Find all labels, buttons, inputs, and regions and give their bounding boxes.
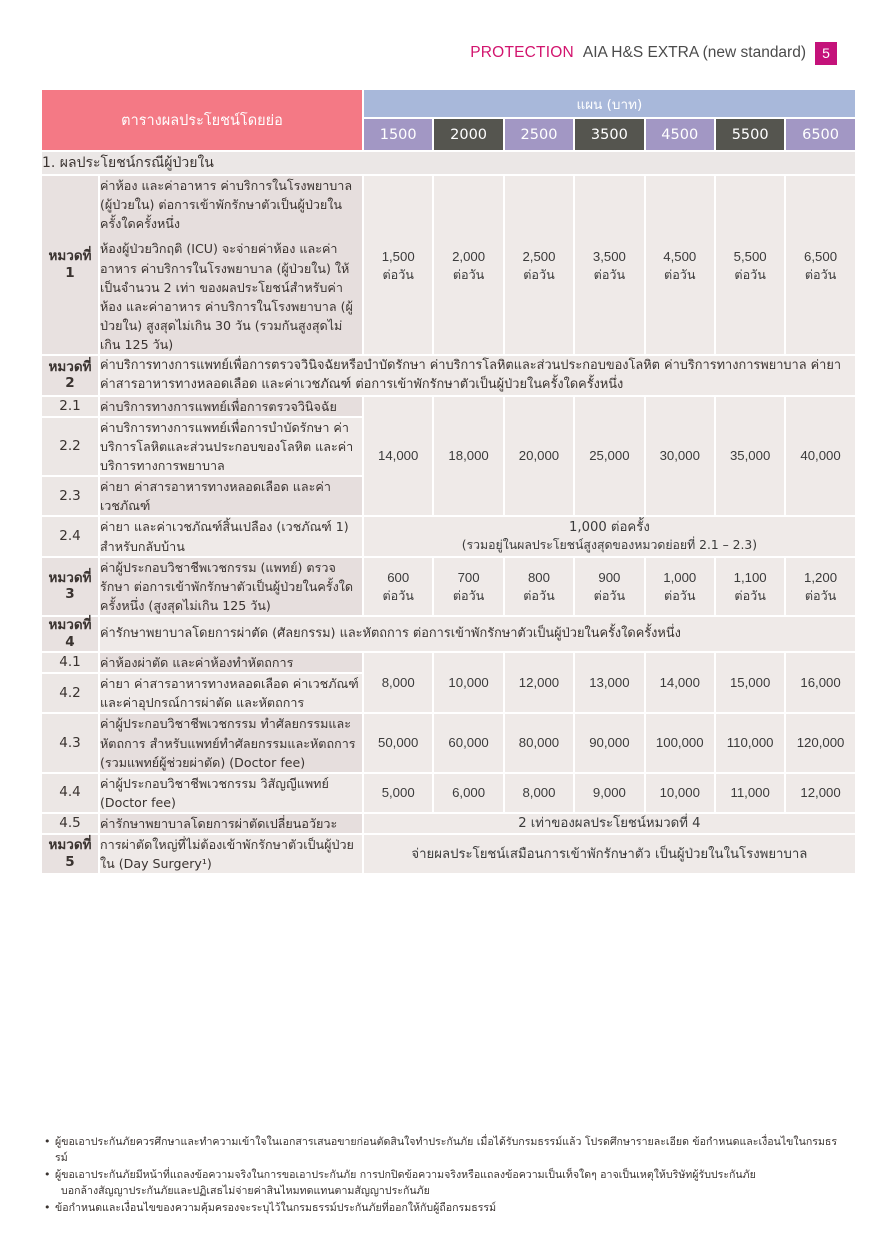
value-unit: ต่อวัน	[452, 266, 485, 282]
bullet-icon: •	[44, 1168, 51, 1182]
row-code-4-3: 4.3	[42, 714, 98, 771]
page-number-badge: 5	[815, 42, 837, 65]
table-cell-value	[364, 558, 432, 615]
plan-column-1500: 1500	[364, 119, 432, 150]
table-title: ตารางผลประโยชน์โดยย่อ	[42, 90, 362, 150]
footnote-line-2: บอกล้างสัญญาประกันภัยและปฏิเสธไม่จ่ายค่าสินไหมทดแทนตามสัญญาประกันภัย	[61, 1185, 430, 1198]
table-cell-value: 100,000	[646, 714, 714, 771]
table-row-4-1	[42, 653, 855, 672]
product-name: AIA H&S EXTRA (new standard)	[582, 44, 806, 61]
row-code-label: หมวดที่	[48, 837, 92, 854]
row-code-4-4: 4.4	[42, 774, 98, 812]
protection-label: PROTECTION	[470, 44, 574, 61]
row-code-4-2: 4.2	[42, 674, 98, 712]
table-cell-value-span: 2 เท่าของผลประโยชน์หมวดที่ 4	[364, 814, 855, 833]
document-header	[470, 40, 837, 66]
table-cell-value: 12,000	[505, 653, 573, 712]
table-cell-value-span	[364, 517, 855, 555]
row-code-cat3	[42, 558, 98, 615]
value-unit: ต่อวัน	[804, 266, 837, 282]
row-code-2-2: 2.2	[42, 418, 98, 475]
table-cell-value: 110,000	[716, 714, 784, 771]
table-row-cat4	[42, 617, 855, 651]
table-cell-value: 14,000	[646, 653, 714, 712]
row-code-number: 5	[65, 854, 75, 871]
table-cell-value: 5,000	[364, 774, 432, 812]
table-cell-value: 50,000	[364, 714, 432, 771]
value-amount: 1,100	[733, 570, 767, 586]
row-code-number: 4	[65, 634, 75, 651]
value-amount: 2,500	[522, 248, 556, 264]
row-desc-paragraph-1: ค่าห้อง และค่าอาหาร ค่าบริการในโรงพยาบาล (ผู้ป่วยใน) ต่อการเข้าพักรักษาตัวเป็นผู้ป่วยในครั้งใดครั้งหนึ่ง	[100, 178, 353, 232]
value-amount: 600	[387, 570, 410, 586]
plans-header: แผน (บาท)	[364, 90, 855, 117]
value-amount: 800	[527, 570, 550, 586]
section-heading-inpatient: 1. ผลประโยชน์กรณีผู้ป่วยใน	[42, 152, 855, 174]
table-cell-value: 9,000	[575, 774, 643, 812]
row-code-number: 3	[65, 586, 75, 603]
row-desc-cat2: ค่าบริการทางการแพทย์เพื่อการตรวจวินิจฉัยหรือบำบัดรักษา ค่าบริการโลหิตและส่วนประกอบของโลหิต ค่าบริการทางการพยาบาล ค่ายา ค่าสารอาหารทางหลอดเลือด และค่าเวชภัณฑ์ ต่อการเข้าพักรักษาตัวเป็นผู้ป่วยในครั้งใดครั้งหนึ่ง	[100, 356, 855, 394]
table-cell-value: 10,000	[434, 653, 502, 712]
footnote-line: ผู้ขอเอาประกันภัยควรศึกษาและทำความเข้าใจในเอกสารเสนอขายก่อนตัดสินใจทำประกันภัย เมื่อได้รับกรมธรรม์แล้ว โปรดศึกษารายละเอียด ข้อกำหนดและเงื่อนไขในกรมธรรม์	[55, 1136, 838, 1165]
table-cell-value	[364, 176, 432, 354]
footnote-item	[44, 1167, 844, 1199]
row-desc-cat4: ค่ารักษาพยาบาลโดยการผ่าตัด (ศัลยกรรม) และหัตถการ ต่อการเข้าพักรักษาตัวเป็นผู้ป่วยในครั้งใดครั้งหนึ่ง	[100, 617, 855, 651]
table-row-2-4	[42, 517, 855, 555]
value-unit: ต่อวัน	[734, 587, 766, 603]
plan-column-3500: 3500	[575, 119, 643, 150]
value-unit: ต่อวัน	[804, 587, 837, 603]
value-unit: ต่อวัน	[664, 587, 696, 603]
footnote-line: ข้อกำหนดและเงื่อนไขของความคุ้มครองจะระบุไว้ในกรมธรรม์ประกันภัยที่ออกให้กับผู้ถือกรมธรรม์	[55, 1202, 497, 1215]
row-desc-4-5: ค่ารักษาพยาบาลโดยการผ่าตัดเปลี่ยนอวัยวะ	[100, 814, 362, 833]
table-cell-value: 25,000	[575, 397, 643, 516]
table-cell-value	[505, 558, 573, 615]
row-desc-cat1	[100, 176, 362, 354]
plan-column-6500: 6500	[786, 119, 854, 150]
table-cell-value	[575, 558, 643, 615]
plan-column-4500: 4500	[646, 119, 714, 150]
row-code-4-5: 4.5	[42, 814, 98, 833]
table-cell-value	[434, 558, 502, 615]
value-amount: 900	[598, 570, 621, 586]
table-cell-value: 30,000	[646, 397, 714, 516]
row-desc-cat3: ค่าผู้ประกอบวิชาชีพเวชกรรม (แพทย์) ตรวจรักษา ต่อการเข้าพักรักษาตัวเป็นผู้ป่วยในครั้งใดครั้งหนึ่ง (สูงสุดไม่เกิน 125 วัน)	[100, 558, 362, 615]
row-desc-paragraph-2: ห้องผู้ป่วยวิกฤติ (ICU) จะจ่ายค่าห้อง และค่าอาหาร ค่าบริการในโรงพยาบาล (ผู้ป่วยใน) ให้เป็นจำนวน 2 เท่า ของผลประโยชน์สำหรับค่าห้อง และค่าอาหาร ค่าบริการในโรงพยาบาล (ผู้ป่วยใน) สูงสุดไม่เกิน 30 วัน (รวมกันสูงสุดไม่เกิน 125 วัน)	[100, 241, 353, 353]
table-cell-value: 60,000	[434, 714, 502, 771]
footnote-text	[55, 1200, 844, 1216]
value-unit: ต่อวัน	[593, 266, 626, 282]
value-unit: ต่อวัน	[593, 587, 626, 603]
row-desc-2-2: ค่าบริการทางการแพทย์เพื่อการบำบัดรักษา ค่าบริการโลหิตและส่วนประกอบของโลหิต และค่าบริการทางการพยาบาล	[100, 418, 362, 475]
table-cell-value: 90,000	[575, 714, 643, 771]
table-cell-value: 10,000	[646, 774, 714, 812]
footnote-line: ผู้ขอเอาประกันภัยมีหน้าที่แถลงข้อความจริงในการขอเอาประกันภัย การปกปิดข้อความจริงหรือแถลงข้อความเป็นเท็จใดๆ อาจเป็นเหตุให้บริษัทผู้รับประกันภัย	[55, 1169, 756, 1182]
table-cell-value	[646, 176, 714, 354]
row-code-label: หมวดที่	[48, 569, 92, 586]
row-code-cat5	[42, 835, 98, 873]
row-desc-2-3: ค่ายา ค่าสารอาหารทางหลอดเลือด และค่าเวชภัณฑ์	[100, 477, 362, 515]
table-cell-value: 8,000	[364, 653, 432, 712]
section-1-heading-row	[42, 152, 855, 174]
table-cell-value: 80,000	[505, 714, 573, 771]
bullet-icon: •	[44, 1135, 51, 1148]
row-code-cat2	[42, 356, 98, 394]
row-desc-4-4: ค่าผู้ประกอบวิชาชีพเวชกรรม วิสัญญีแพทย์ (Doctor fee)	[100, 774, 362, 812]
value-unit: ต่อวัน	[664, 266, 696, 282]
table-cell-value	[646, 558, 714, 615]
table-cell-value	[716, 558, 784, 615]
table-cell-value: 40,000	[786, 397, 854, 516]
row-code-label: หมวดที่	[48, 617, 92, 634]
row-desc-4-1: ค่าห้องผ่าตัด และค่าห้องทำหัตถการ	[100, 653, 362, 672]
row-desc-4-2: ค่ายา ค่าสารอาหารทางหลอดเลือด ค่าเวชภัณฑ์ และค่าอุปกรณ์การผ่าตัด และหัตถการ	[100, 674, 362, 712]
table-cell-value: 11,000	[716, 774, 784, 812]
table-cell-value: 35,000	[716, 397, 784, 516]
table-cell-value	[505, 176, 573, 354]
table-cell-value: 13,000	[575, 653, 643, 712]
value-note: (รวมอยู่ในผลประโยชน์สูงสุดของหมวดย่อยที่ 2.1 – 2.3)	[461, 538, 758, 553]
value-amount: 6,500	[804, 248, 838, 264]
value-amount: 1,200	[804, 570, 838, 586]
value-amount: 3,500	[592, 248, 626, 264]
table-cell-value	[434, 176, 502, 354]
table-cell-value	[575, 176, 643, 354]
table-cell-value: 12,000	[786, 774, 854, 812]
table-cell-value: 14,000	[364, 397, 432, 516]
value-unit: ต่อวัน	[382, 266, 414, 282]
table-cell-value	[716, 176, 784, 354]
table-cell-value-span: จ่ายผลประโยชน์เสมือนการเข้าพักรักษาตัว เป็นผู้ป่วยในในโรงพยาบาล	[364, 835, 855, 873]
table-cell-value: 8,000	[505, 774, 573, 812]
footnote-item	[44, 1134, 844, 1166]
row-desc-cat5: การผ่าตัดใหญ่ที่ไม่ต้องเข้าพักรักษาตัวเป็นผู้ป่วยใน (Day Surgery¹)	[100, 835, 362, 873]
table-cell-value: 15,000	[716, 653, 784, 712]
table-row-4-5	[42, 814, 855, 833]
table-cell-value: 20,000	[505, 397, 573, 516]
footnote-text	[55, 1167, 844, 1199]
benefits-table	[40, 88, 857, 875]
value-unit: ต่อวัน	[734, 266, 766, 282]
table-row-4-3	[42, 714, 855, 771]
plan-column-2500: 2500	[505, 119, 573, 150]
value-amount: 2,000	[452, 248, 486, 264]
table-row-2-1	[42, 397, 855, 416]
table-cell-value	[786, 176, 854, 354]
table-row-cat5	[42, 835, 855, 873]
table-row-cat1	[42, 176, 855, 354]
value-amount: 1,000 ต่อครั้ง	[568, 520, 650, 536]
value-unit: ต่อวัน	[523, 266, 555, 282]
value-amount: 5,500	[733, 248, 767, 264]
row-code-2-1: 2.1	[42, 397, 98, 416]
table-cell-value: 18,000	[434, 397, 502, 516]
footnote-item	[44, 1200, 844, 1216]
value-unit: ต่อวัน	[523, 587, 555, 603]
row-code-cat1	[42, 176, 98, 354]
row-code-4-1: 4.1	[42, 653, 98, 672]
bullet-icon: •	[44, 1201, 51, 1215]
value-amount: 700	[457, 570, 480, 586]
footnotes-list	[44, 1134, 844, 1217]
table-row-4-4	[42, 774, 855, 812]
row-desc-4-3: ค่าผู้ประกอบวิชาชีพเวชกรรม ทำศัลยกรรมและหัตถการ สำหรับแพทย์ทำศัลยกรรมและหัตถการ (รวมแพทย์ผู้ช่วยผ่าตัด) (Doctor fee)	[100, 714, 362, 771]
plan-column-5500: 5500	[716, 119, 784, 150]
plan-column-2000: 2000	[434, 119, 502, 150]
table-cell-value: 16,000	[786, 653, 854, 712]
footnote-text	[55, 1134, 844, 1166]
row-code-label: หมวดที่	[48, 358, 92, 375]
row-desc-2-4: ค่ายา และค่าเวชภัณฑ์สิ้นเปลือง (เวชภัณฑ์ 1) สำหรับกลับบ้าน	[100, 517, 362, 555]
value-amount: 4,500	[663, 248, 697, 264]
value-unit: ต่อวัน	[382, 587, 414, 603]
row-code-label: หมวดที่	[48, 248, 92, 265]
row-code-2-3: 2.3	[42, 477, 98, 515]
table-header-row-1	[42, 90, 855, 117]
table-cell-value	[786, 558, 854, 615]
value-amount: 1,000	[663, 570, 697, 586]
row-code-cat4	[42, 617, 98, 651]
value-amount: 1,500	[381, 248, 415, 264]
table-row-cat2	[42, 356, 855, 394]
table-cell-value: 120,000	[786, 714, 854, 771]
table-row-cat3	[42, 558, 855, 615]
table-cell-value: 6,000	[434, 774, 502, 812]
row-code-number: 2	[65, 375, 75, 392]
row-code-number: 1	[65, 265, 75, 282]
value-unit: ต่อวัน	[452, 587, 485, 603]
row-desc-2-1: ค่าบริการทางการแพทย์เพื่อการตรวจวินิจฉัย	[100, 397, 362, 416]
row-code-2-4: 2.4	[42, 517, 98, 555]
